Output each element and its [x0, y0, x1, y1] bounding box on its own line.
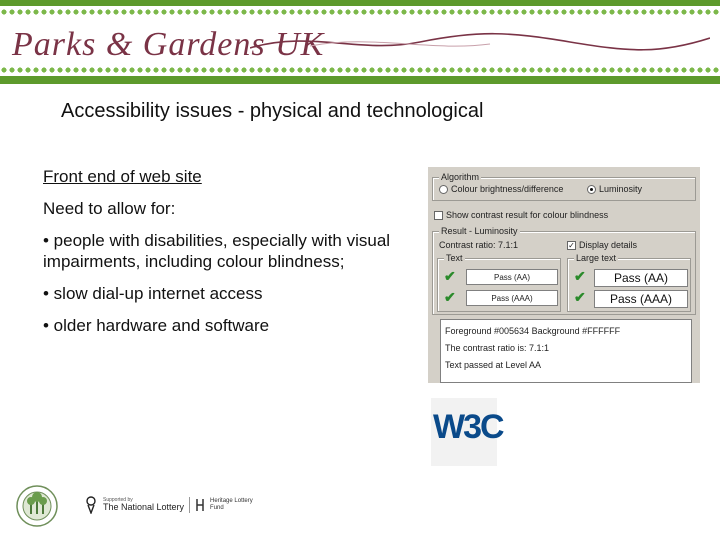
show-contrast-row [434, 210, 608, 220]
garden-trust-seal-icon [11, 484, 63, 528]
large-text-group-label: Large text [576, 253, 617, 263]
text-group [437, 253, 561, 312]
check-icon: ✔ [574, 289, 586, 305]
show-contrast-checkbox [434, 211, 443, 220]
text-group-label: Text [446, 253, 463, 263]
header-banner [0, 0, 720, 84]
check-icon: ✔ [574, 268, 586, 284]
radio-colour [439, 185, 448, 194]
display-details-label: Display details [579, 240, 638, 250]
luminosity-option [587, 184, 642, 194]
result-group-label: Result - Luminosity [441, 226, 518, 236]
header-bottom-stripe [0, 76, 720, 84]
check-icon: ✔ [444, 268, 456, 284]
check-icon: ✔ [444, 289, 456, 305]
result-group [432, 226, 696, 315]
bullet-item: • older hardware and software [43, 315, 270, 335]
front-end-link[interactable]: Front end of web site [43, 167, 202, 186]
lottery-supported-text: Supported by [103, 497, 133, 504]
large-pass-aa: Pass (AA) [594, 269, 688, 287]
header-dot-border-bottom [0, 66, 720, 74]
w3c-logo-w3: W3 [433, 408, 480, 446]
detail-level: Text passed at Level AA [445, 360, 542, 371]
hlf-name: Heritage Lottery Fund [210, 498, 253, 511]
slide-title: Accessibility issues - physical and technological [61, 100, 484, 122]
bullet-item: • people with disabilities, especially with visual impairments, including colour blindness; [43, 230, 391, 272]
w3c-logo-c: C [480, 408, 503, 446]
lottery-name: The National Lottery [103, 502, 185, 513]
text-pass-aaa: Pass (AAA) [466, 290, 558, 306]
show-contrast-label: Show contrast result for colour blindness [446, 210, 609, 220]
bullet-item: • slow dial-up internet access [43, 284, 263, 303]
header-dot-border-top [0, 8, 720, 16]
w3c-logo [431, 398, 503, 466]
display-details-checkbox: ✓ [568, 240, 575, 250]
content-body [43, 166, 403, 347]
logo-swoosh-icon [250, 24, 710, 64]
colour-option-label: Colour brightness/difference [451, 184, 564, 194]
luminosity-option-label: Luminosity [599, 184, 643, 194]
large-text-group [567, 253, 691, 312]
details-textbox [440, 319, 692, 383]
hlf-icon [195, 498, 205, 512]
contrast-ratio-label: Contrast ratio: 7.1:1 [439, 240, 519, 250]
large-pass-aaa: Pass (AAA) [594, 290, 688, 308]
logo-divider [189, 497, 190, 513]
contrast-ratio-row [439, 240, 518, 250]
lottery-crossed-fingers-icon [84, 496, 98, 514]
header-top-stripe [0, 0, 720, 6]
text-pass-aa: Pass (AA) [466, 269, 558, 285]
detail-foreground: Foreground #005634 Background #FFFFFF [445, 326, 621, 336]
funders-logos [84, 496, 256, 514]
display-details-row [567, 240, 637, 250]
contrast-analyser-screenshot [428, 167, 700, 383]
site-logo: Parks & Gardens UK [12, 26, 325, 63]
detail-ratio: The contrast ratio is: 7.1:1 [445, 343, 550, 354]
algorithm-group [432, 172, 696, 201]
radio-luminosity [587, 185, 596, 194]
algorithm-label: Algorithm [441, 172, 480, 182]
colour-option [439, 184, 563, 194]
intro-text: Need to allow for: [43, 198, 176, 218]
